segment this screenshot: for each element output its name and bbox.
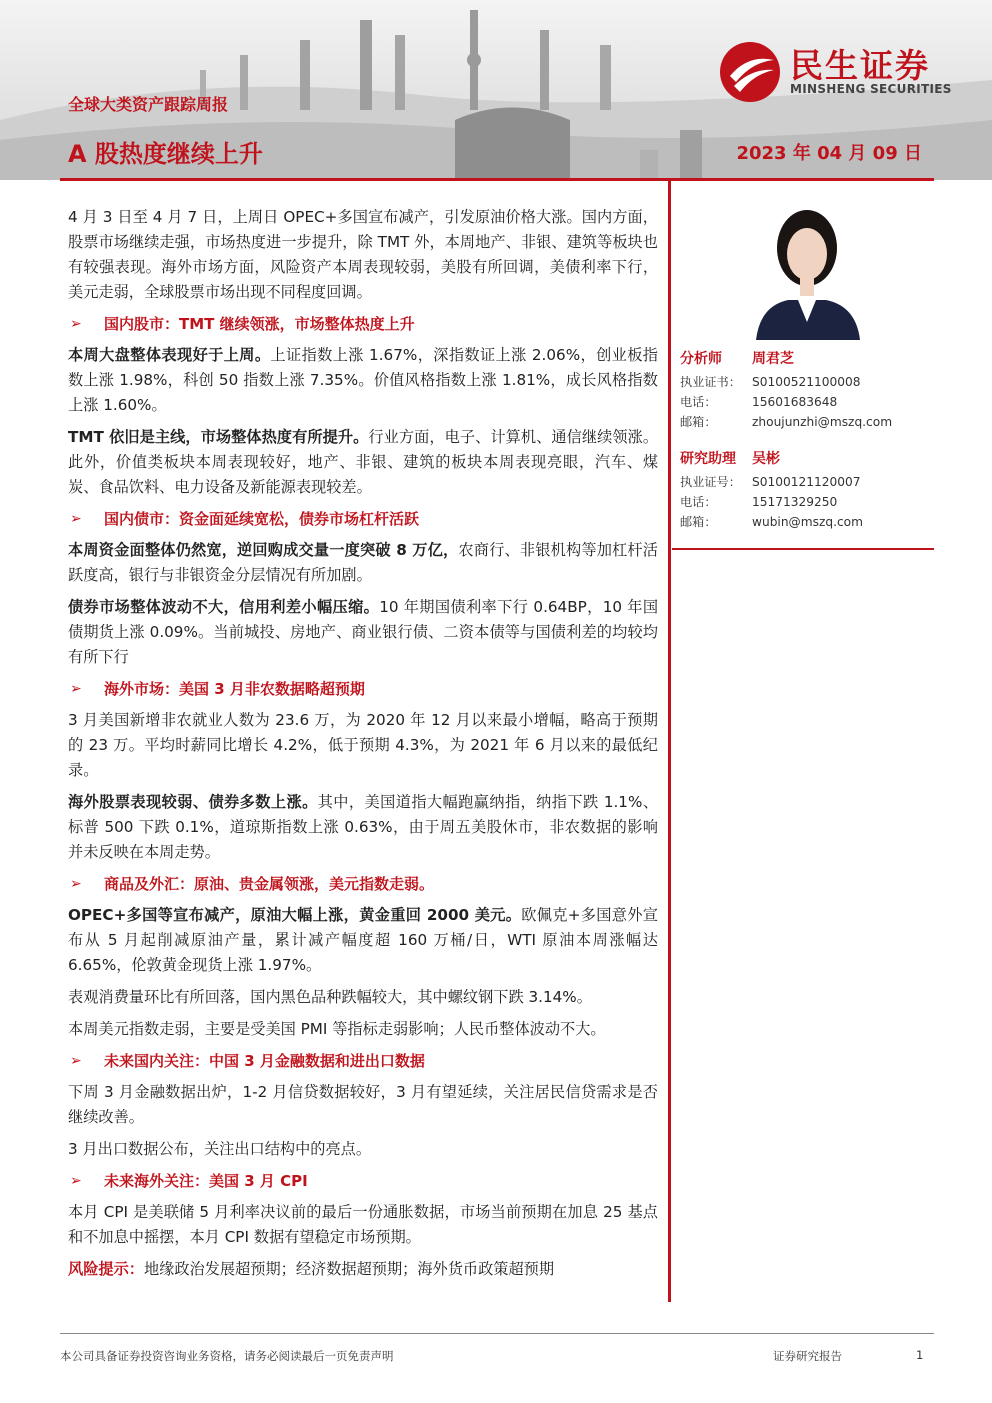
paragraph: 本月 CPI 是美联储 5 月利率决议前的最后一份通胀数据，市场当前预期在加息 25 基点和不加息中摇摆，本月 CPI 数据有望稳定市场预期。 — [68, 1203, 658, 1246]
paragraph-text: 10 年期国债利率下行 0.64BP，10 年国债期货上涨 0.09%。当前城投、房地产、商业银行债、二资本债等与国债利差的均较均有所下行 — [68, 598, 659, 666]
risk-label: 风险提示： — [68, 1260, 144, 1278]
cert-number: S0100521100008 — [752, 375, 861, 389]
paragraph-text: 欧佩克+多国意外宣布从 5 月起削减原油产量，累计减产幅度超 160 万桶/日，WTI 原油本周涨幅达 6.65%，伦敦黄金现货上涨 1.97%。 — [68, 906, 658, 974]
footer-divider — [60, 1333, 934, 1334]
cert-number: S0100121120007 — [752, 475, 861, 489]
paragraph: 本周美元指数走弱，主要是受美国 PMI 等指标走弱影响；人民币整体波动不大。 — [68, 1020, 606, 1038]
paragraph — [68, 903, 658, 978]
phone-label: 电话： — [680, 395, 717, 409]
arrow-icon: ➢ — [70, 511, 82, 527]
section-heading-commodities-fx — [68, 872, 658, 896]
paragraph — [68, 425, 658, 500]
arrow-icon: ➢ — [70, 1173, 82, 1189]
header-banner — [0, 0, 992, 180]
paragraph-text: 上证指数上涨 1.67%，深指数证上涨 2.06%，创业板指数上涨 1.98%，科创 50 指数上涨 7.35%。价值风格指数上涨 1.81%，成长风格指数上涨 1.60%。 — [68, 346, 658, 414]
arrow-icon: ➢ — [70, 681, 82, 697]
section-heading-domestic-stocks — [68, 312, 658, 336]
bold-lead: 债券市场整体波动不大，信用利差小幅压缩。 — [68, 598, 380, 616]
phone-label: 电话： — [680, 495, 717, 509]
analyst-name: 周君芝 — [752, 351, 794, 367]
phone-number: 15171329250 — [752, 495, 838, 509]
bold-lead: 本周资金面整体仍然宽，逆回购成交量一度突破 8 万亿， — [68, 541, 459, 559]
section-heading-domestic-bonds — [68, 507, 658, 531]
cert-label: 执业证号： — [680, 475, 741, 489]
bold-lead: 本周大盘整体表现好于上周。 — [68, 346, 271, 364]
email-label: 邮箱： — [680, 415, 717, 429]
footer-disclaimer: 本公司具备证券投资咨询业务资格，请务必阅读最后一页免责声明 — [60, 1349, 394, 1363]
section-title: 海外市场：美国 3 月非农数据略超预期 — [104, 680, 365, 698]
role-label: 研究助理 — [680, 451, 736, 467]
bold-lead: OPEC+多国等宣布减产，原油大幅上涨，黄金重回 2000 美元。 — [68, 906, 522, 924]
paragraph — [68, 790, 658, 865]
arrow-icon: ➢ — [70, 1053, 82, 1069]
paragraph: 下周 3 月金融数据出炉，1-2 月信贷数据较好，3 月有望延续，关注居民信贷需求是否继续改善。 — [68, 1083, 658, 1126]
arrow-icon: ➢ — [70, 876, 82, 892]
section-heading-overseas-markets — [68, 677, 658, 701]
phone-number: 15601683648 — [752, 395, 838, 409]
paragraph: 表观消费量环比有所回落，国内黑色品种跌幅较大，其中螺纹钢下跌 3.14%。 — [68, 988, 592, 1006]
section-title: 国内债市：资金面延续宽松，债券市场杠杆活跃 — [104, 510, 420, 528]
intro-paragraph: 4 月 3 日至 4 月 7 日，上周日 OPEC+多国宣布减产，引发原油价格大涨。国内方面，股票市场继续走强，市场热度进一步提升，除 TMT 外，本周地产、非银、建筑等板块也有较强表现。海外市场方面，风险资产本周表现较弱，美股有所回调，美债利率下行，美元走弱，全球股票市场出现不同程度回调。 — [68, 208, 658, 301]
report-body — [68, 205, 658, 1289]
email-label: 邮箱： — [680, 515, 717, 529]
section-title: 商品及外汇：原油、贵金属领涨，美元指数走弱。 — [104, 875, 435, 893]
page-number: 1 — [916, 1348, 924, 1362]
paragraph: 3 月出口数据公布，关注出口结构中的亮点。 — [68, 1140, 372, 1158]
analyst-card-1 — [680, 348, 934, 432]
page-title: A 股热度继续上升 — [68, 140, 263, 168]
analyst-portrait-image — [748, 196, 866, 340]
logo-english-text: MINSHENG SECURITIES — [790, 82, 952, 96]
minsheng-logo-icon — [718, 40, 782, 104]
analyst-card-2 — [680, 448, 934, 532]
risk-warning — [68, 1257, 658, 1282]
email-address[interactable]: wubin@mszq.com — [752, 515, 863, 529]
logo-chinese-text: 民生证券 — [790, 46, 930, 85]
paragraph — [68, 595, 658, 670]
analyst-name: 吴彬 — [752, 451, 780, 467]
paragraph — [68, 538, 658, 588]
role-label: 分析师 — [680, 351, 722, 367]
footer-report-type: 证券研究报告 — [773, 1349, 842, 1363]
section-heading-domestic-watch — [68, 1049, 658, 1073]
minsheng-logo — [718, 40, 968, 100]
paragraph-text: 其中，美国道指大幅跑赢纳指，纳指下跌 1.1%、标普 500 下跌 0.1%，道琼斯指数上涨 0.63%，由于周五美股休市，非农数据的影响并未反映在本周走势。 — [68, 793, 659, 861]
header-divider — [60, 178, 934, 181]
email-address[interactable]: zhoujunzhi@mszq.com — [752, 415, 893, 429]
section-heading-overseas-watch — [68, 1169, 658, 1193]
paragraph: 3 月美国新增非农就业人数为 23.6 万，为 2020 年 12 月以来最小增幅，略高于预期的 23 万。平均时薪同比增长 4.2%，低于预期 4.3%，为 2021 年 6 月以来的最低纪录。 — [68, 711, 658, 779]
bold-lead: TMT 依旧是主线，市场整体热度有所提升。 — [68, 428, 369, 446]
section-title: 未来海外关注：美国 3 月 CPI — [104, 1172, 308, 1190]
paragraph — [68, 343, 658, 418]
paragraph-text: 行业方面，电子、计算机、通信继续领涨。此外，价值类板块本周表现较好，地产、非银、建筑的板块本周表现亮眼，汽车、煤炭、食品饮料、电力设备及新能源表现较差。 — [68, 428, 659, 496]
section-title: 未来国内关注：中国 3 月金融数据和进出口数据 — [104, 1052, 425, 1070]
column-divider — [668, 181, 671, 1302]
report-date: 2023 年 04 月 09 日 — [736, 143, 922, 164]
analyst-photo — [748, 196, 866, 340]
sidebar-divider — [672, 548, 934, 550]
cert-label: 执业证书： — [680, 375, 741, 389]
section-title: 国内股市：TMT 继续领涨，市场整体热度上升 — [104, 315, 415, 333]
bold-lead: 海外股票表现较弱、债券多数上涨。 — [68, 793, 318, 811]
arrow-icon: ➢ — [70, 316, 82, 332]
paragraph-text: 农商行、非银机构等加杠杆活跃度高，银行与非银资金分层情况有所加剧。 — [68, 541, 658, 584]
series-title: 全球大类资产跟踪周报 — [68, 95, 229, 114]
risk-text: 地缘政治发展超预期；经济数据超预期；海外货币政策超预期 — [143, 1260, 554, 1278]
